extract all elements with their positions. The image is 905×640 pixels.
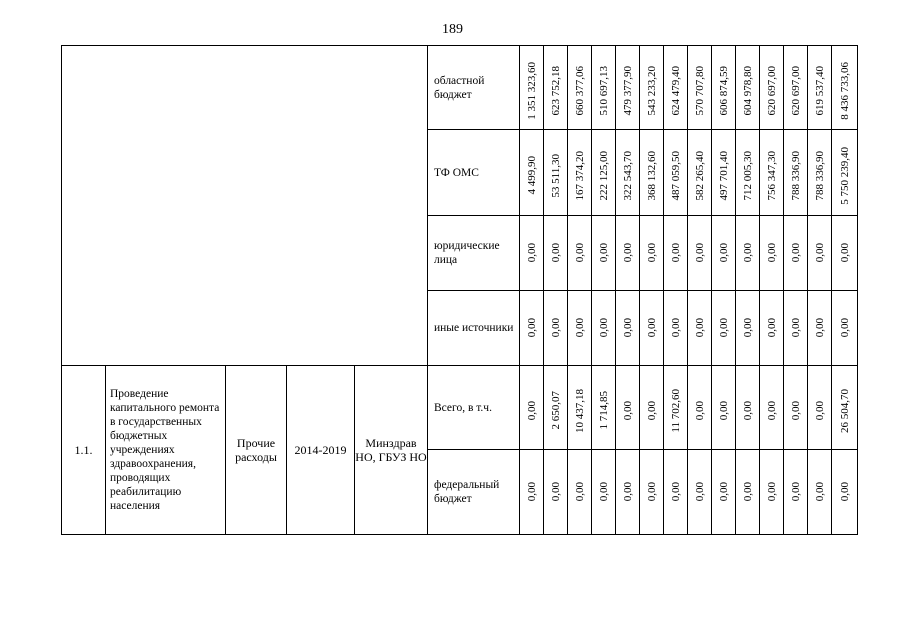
value-cell: 322 543,70 [621,150,634,201]
value-cell: 0,00 [789,243,802,263]
value-cell: 0,00 [813,400,826,421]
value-cell: 26 504,70 [838,388,851,433]
item-index: 1.1. [62,366,106,535]
value-cell: 0,00 [813,318,826,338]
value-cell: 0,00 [765,400,778,421]
value-cell: 0,00 [838,482,851,502]
value-cell: 0,00 [621,243,634,263]
value-cell: 0,00 [693,243,706,263]
source-label: Всего, в т.ч. [428,366,520,450]
item-executor: Минздрав НО, ГБУЗ НО [355,366,428,535]
value-cell: 0,00 [717,482,730,502]
value-cell: 0,00 [645,400,658,421]
value-cell: 788 336,90 [789,150,802,201]
item-row-total [62,366,858,450]
value-cell: 0,00 [813,482,826,502]
value-cell: 0,00 [765,482,778,502]
value-cell: 0,00 [549,243,562,263]
value-cell: 0,00 [765,243,778,263]
value-cell: 0,00 [717,318,730,338]
value-cell: 582 265,40 [693,150,706,201]
value-cell: 0,00 [813,243,826,263]
value-cell: 0,00 [741,400,754,421]
page-number: 189 [442,22,463,37]
value-cell: 623 752,18 [549,65,562,116]
value-cell: 487 059,50 [669,150,682,201]
empty-merged-cell [62,46,428,366]
value-cell: 0,00 [669,482,682,502]
source-row-regional [62,46,858,130]
value-cell: 0,00 [693,400,706,421]
value-cell: 0,00 [621,400,634,421]
source-label: иные источники [428,291,520,366]
value-cell: 0,00 [741,318,754,338]
value-cell: 0,00 [717,400,730,421]
value-cell: 0,00 [573,243,586,263]
value-cell: 604 978,80 [741,65,754,116]
item-period: 2014-2019 [287,366,355,535]
value-cell: 0,00 [669,243,682,263]
value-cell: 0,00 [597,243,610,263]
value-cell: 0,00 [789,482,802,502]
value-cell: 0,00 [645,243,658,263]
value-cell: 510 697,13 [597,65,610,116]
value-cell: 712 005,30 [741,150,754,201]
value-cell: 497 701,40 [717,150,730,201]
budget-table [61,45,858,535]
value-cell: 53 511,30 [549,153,562,198]
value-cell: 0,00 [525,400,538,421]
value-cell: 479 377,90 [621,65,634,116]
value-cell: 606 874,59 [717,65,730,116]
value-cell: 624 479,40 [669,65,682,116]
value-cell: 0,00 [525,243,538,263]
value-cell: 0,00 [789,400,802,421]
value-cell: 0,00 [549,482,562,502]
value-cell: 0,00 [621,482,634,502]
value-cell: 0,00 [645,482,658,502]
value-cell: 0,00 [693,482,706,502]
value-cell: 0,00 [525,318,538,338]
value-cell: 0,00 [549,318,562,338]
value-cell: 0,00 [573,318,586,338]
value-cell: 570 707,80 [693,65,706,116]
value-cell: 620 697,00 [789,65,802,116]
value-cell: 0,00 [765,318,778,338]
value-cell: 543 233,20 [645,65,658,116]
value-cell: 660 377,06 [573,65,586,116]
value-cell: 167 374,20 [573,150,586,201]
source-label: юридические лица [428,216,520,291]
value-cell: 8 436 733,06 [838,61,851,120]
value-cell: 0,00 [669,318,682,338]
value-cell: 0,00 [717,243,730,263]
value-cell: 2 650,07 [549,391,562,430]
value-cell: 0,00 [741,243,754,263]
value-cell: 0,00 [789,318,802,338]
value-cell: 0,00 [693,318,706,338]
value-cell: 0,00 [621,318,634,338]
value-cell: 1 351 323,60 [525,61,538,120]
item-description: Проведение капитального ремонта в государственных бюджетных учреждениях здравоохранения, проводящих реабилитацию населения [106,366,226,535]
value-cell: 10 437,18 [573,388,586,433]
source-label: областной бюджет [428,46,520,130]
value-cell: 4 499,90 [525,156,538,195]
value-cell: 0,00 [597,482,610,502]
value-cell: 0,00 [741,482,754,502]
source-label: ТФ ОМС [428,130,520,216]
value-cell: 0,00 [838,318,851,338]
value-cell: 756 347,30 [765,150,778,201]
item-category: Прочие расходы [226,366,287,535]
value-cell: 0,00 [597,318,610,338]
value-cell: 788 336,90 [813,150,826,201]
value-cell: 11 702,60 [669,388,682,433]
value-cell: 0,00 [838,243,851,263]
value-cell: 5 750 239,40 [838,146,851,205]
value-cell: 0,00 [525,482,538,502]
value-cell: 1 714,85 [597,391,610,430]
value-cell: 620 697,00 [765,65,778,116]
value-cell: 368 132,60 [645,150,658,201]
source-label: федеральный бюджет [428,450,520,535]
value-cell: 619 537,40 [813,65,826,116]
value-cell: 0,00 [645,318,658,338]
value-cell: 0,00 [573,482,586,502]
value-cell: 222 125,00 [597,150,610,201]
